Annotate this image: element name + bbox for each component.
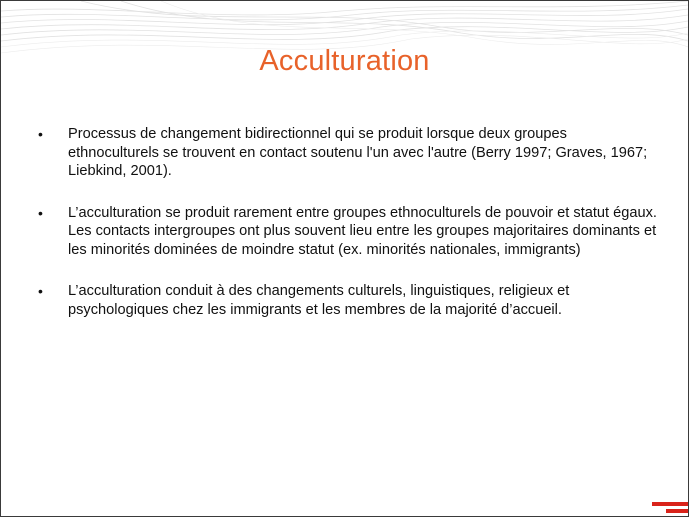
corner-accent-bars	[652, 500, 688, 516]
accent-bar-top	[652, 502, 688, 506]
bullet-dot-icon: •	[38, 126, 43, 142]
bullet-dot-icon: •	[38, 283, 43, 299]
bullet-item	[38, 282, 658, 319]
bullet-list	[38, 125, 658, 342]
slide-title: Acculturation	[259, 45, 430, 77]
bullet-text: L’acculturation se produit rarement entre groupes ethnoculturels de pouvoir et statut égaux. Les contacts intergroupes ont plus souvent lieu entre les groupes majoritaires dominants et les minorités dominées de moindre statut (ex. minorités nationales, immigrants)	[68, 204, 657, 258]
bullet-text: L’acculturation conduit à des changements culturels, linguistiques, religieux et psychologiques chez les immigrants et les membres de la majorité d’accueil.	[68, 283, 570, 318]
bullet-item	[38, 125, 658, 181]
accent-bar-bottom	[666, 509, 688, 513]
bullet-item	[38, 204, 658, 260]
bullet-text: Processus de changement bidirectionnel qui se produit lorsque deux groupes ethnoculturels se trouvent en contact soutenu l'un avec l'autre (Berry 1997; Graves, 1967; Liebkind, 2001).	[68, 126, 648, 179]
bullet-dot-icon: •	[38, 204, 43, 221]
